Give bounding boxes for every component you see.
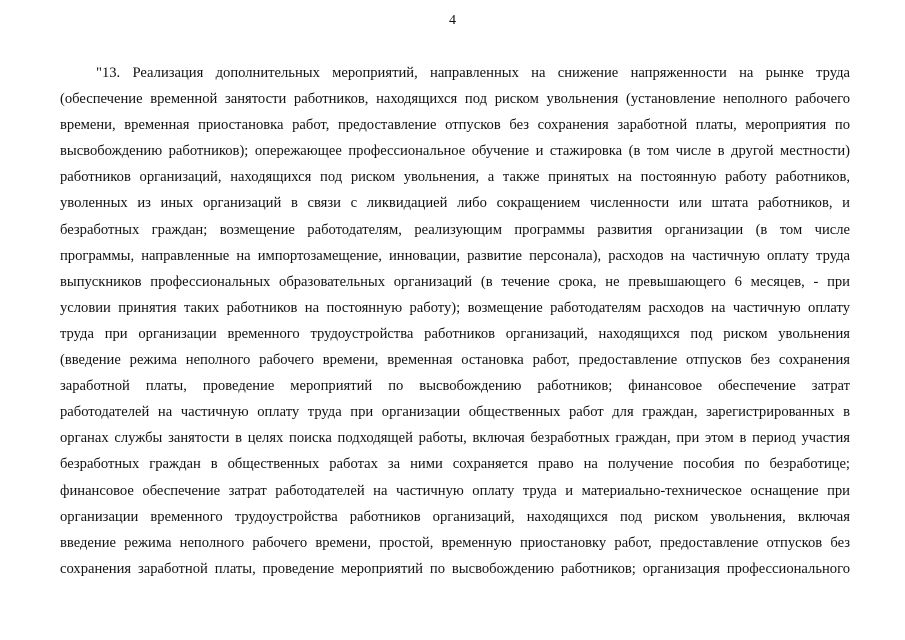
text-line: уволенных из иных организаций в связи с ликвидацией либо сокращением численности или штата работников, и bbox=[60, 195, 850, 212]
text-line: труда при организации временного трудоустройства работников организаций, находящихся под риском увольнения bbox=[60, 325, 850, 342]
text-line: организации временного трудоустройства работников организаций, находящихся под риском увольнения, включая bbox=[60, 508, 850, 525]
text-line: сохранения заработной платы, проведение мероприятий по высвобождению работников; организация профессионального bbox=[60, 560, 850, 577]
page-number: 4 bbox=[449, 13, 456, 28]
text-line: заработной платы, проведение мероприятий по высвобождению работников; финансовое обеспечение затрат bbox=[60, 378, 850, 395]
text-line: выпускников профессиональных образовательных организаций (в течение срока, не превышающего 6 месяцев, - при bbox=[60, 273, 850, 290]
text-line: безработных граждан в общественных работах за ними сохраняется право на получение пособия по безработице; bbox=[60, 456, 850, 473]
text-line: условии принятия таких работников на постоянную работу); возмещение работодателям расходов на частичную оплату bbox=[60, 299, 850, 316]
text-line: высвобождению работников); опережающее профессиональное обучение и стажировка (в том числе в другой местности) bbox=[60, 143, 850, 160]
text-line: введение режима неполного рабочего времени, простой, временную приостановку работ, предоставление отпусков без bbox=[60, 534, 850, 551]
text-line: (введение режима неполного рабочего времени, временная остановка работ, предоставление отпусков без сохранения bbox=[60, 352, 850, 369]
text-line: программы, направленные на импортозамещение, инновации, развитие персонала), расходов на частичную оплату труда bbox=[60, 247, 850, 264]
text-line: финансовое обеспечение затрат работодателей на частичную оплату труда и материально-техническое оснащение при bbox=[60, 482, 850, 499]
text-line: (обеспечение временной занятости работников, находящихся под риском увольнения (установление неполного рабочего bbox=[60, 91, 850, 108]
text-line: работников организаций, находящихся под риском увольнения, а также принятых на постоянную работу работников, bbox=[60, 169, 850, 186]
text-line: "13. Реализация дополнительных мероприятий, направленных на снижение напряженности на рынке труда bbox=[96, 65, 850, 81]
document-paragraph bbox=[60, 60, 850, 582]
text-line: времени, временная приостановка работ, предоставление отпусков без сохранения заработной платы, мероприятия по bbox=[60, 117, 850, 134]
text-line: органах службы занятости в целях поиска подходящей работы, включая безработных граждан, при этом в период участия bbox=[60, 430, 850, 447]
text-line: безработных граждан; возмещение работодателям, реализующим программы развития организации (в том числе bbox=[60, 221, 850, 238]
text-line: работодателей на частичную оплату труда при организации общественных работ для граждан, зарегистрированных в bbox=[60, 404, 850, 421]
